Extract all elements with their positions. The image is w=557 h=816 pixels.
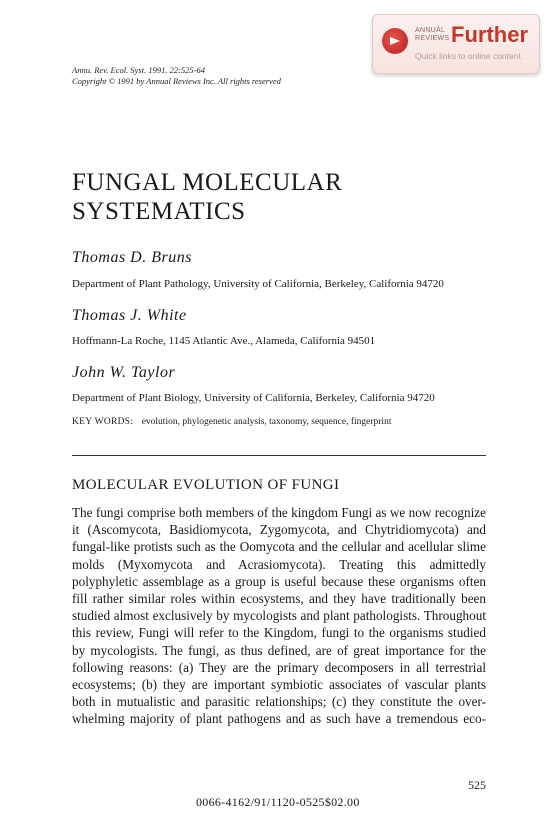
author-name: Thomas D. Bruns — [72, 249, 192, 266]
body-line: fill rather similar roles within ecosystems, and they have traditionally been — [72, 591, 486, 607]
body-line: whelming majority of plant pathogens and as such have a tremendous eco- — [72, 711, 486, 727]
page-number: 525 — [468, 778, 486, 792]
body-line: The fungi comprise both members of the kingdom Fungi as we now recognize — [72, 505, 486, 520]
body-line: following reasons: (a) They are the primary decomposers in all terrestrial — [72, 659, 486, 675]
body-line: polyphyletic assemblage as a group is useful because these organisms often — [72, 573, 486, 589]
article-title — [72, 168, 342, 226]
body-paragraph — [72, 504, 486, 728]
journal-citation — [72, 65, 281, 87]
author-affiliation: Hoffmann-La Roche, 1145 Atlantic Ave., Alameda, California 94501 — [72, 335, 376, 347]
body-line: this review, Fungi will refer to the Kingdom, fungi to the organisms studied — [72, 625, 486, 641]
author-name: Thomas J. White — [72, 307, 187, 324]
body-line: studied almost exclusively by mycologists and plant pathologists. Throughout — [72, 608, 486, 624]
section-heading: MOLECULAR EVOLUTION OF FUNGI — [72, 477, 340, 493]
journal-citation-line: Annu. Rev. Ecol. Syst. 1991. 22:525-64 — [72, 65, 205, 75]
section-divider — [72, 455, 486, 456]
badge-reviews-text: REVIEWS — [415, 35, 450, 42]
annual-reviews-further-badge[interactable] — [372, 14, 540, 74]
keywords-text: evolution, phylogenetic analysis, taxonomy, sequence, fingerprint — [141, 417, 392, 427]
keywords-label: KEY WORDS: — [72, 417, 134, 427]
author-name: John W. Taylor — [72, 364, 176, 381]
author-affiliation: Department of Plant Biology, University of California, Berkeley, California 94720 — [72, 392, 435, 404]
copyright-line: Copyright © 1991 by Annual Reviews Inc. All rights reserved — [72, 76, 281, 86]
title-line-2: SYSTEMATICS — [72, 198, 246, 225]
body-line: both in mutualistic and parasitic relationships; (c) they constitute the over- — [72, 694, 486, 710]
body-line: it (Ascomycota, Basidiomycota, Zygomycota, and Chytridiomycota) and — [72, 522, 486, 538]
badge-further-title: Further — [451, 22, 528, 47]
badge-subtitle: Quick links to online content — [415, 51, 521, 61]
body-line: fungal-like protists such as the Oomycota and the cellular and acellular slime — [72, 539, 486, 555]
footer-code: 0066-4162/91/1120-0525$02.00 — [196, 795, 360, 809]
body-line: molds (Myxomycota and Acrasiomycota). Treating this admittedly — [72, 556, 486, 572]
badge-annual-text: ANNUAL — [415, 27, 446, 34]
body-line: ecosystems; (b) they are important symbiotic associates of vascular plants — [72, 677, 486, 693]
body-line: by mycologists. The fungi, as thus defined, are of great importance for the — [72, 642, 486, 658]
badge-annual-reviews-label — [415, 27, 455, 43]
keywords — [72, 417, 391, 427]
annual-reviews-logo-icon — [382, 28, 408, 54]
author-affiliation: Department of Plant Pathology, University of California, Berkeley, California 94720 — [72, 278, 444, 290]
title-line-1: FUNGAL MOLECULAR — [72, 169, 343, 196]
